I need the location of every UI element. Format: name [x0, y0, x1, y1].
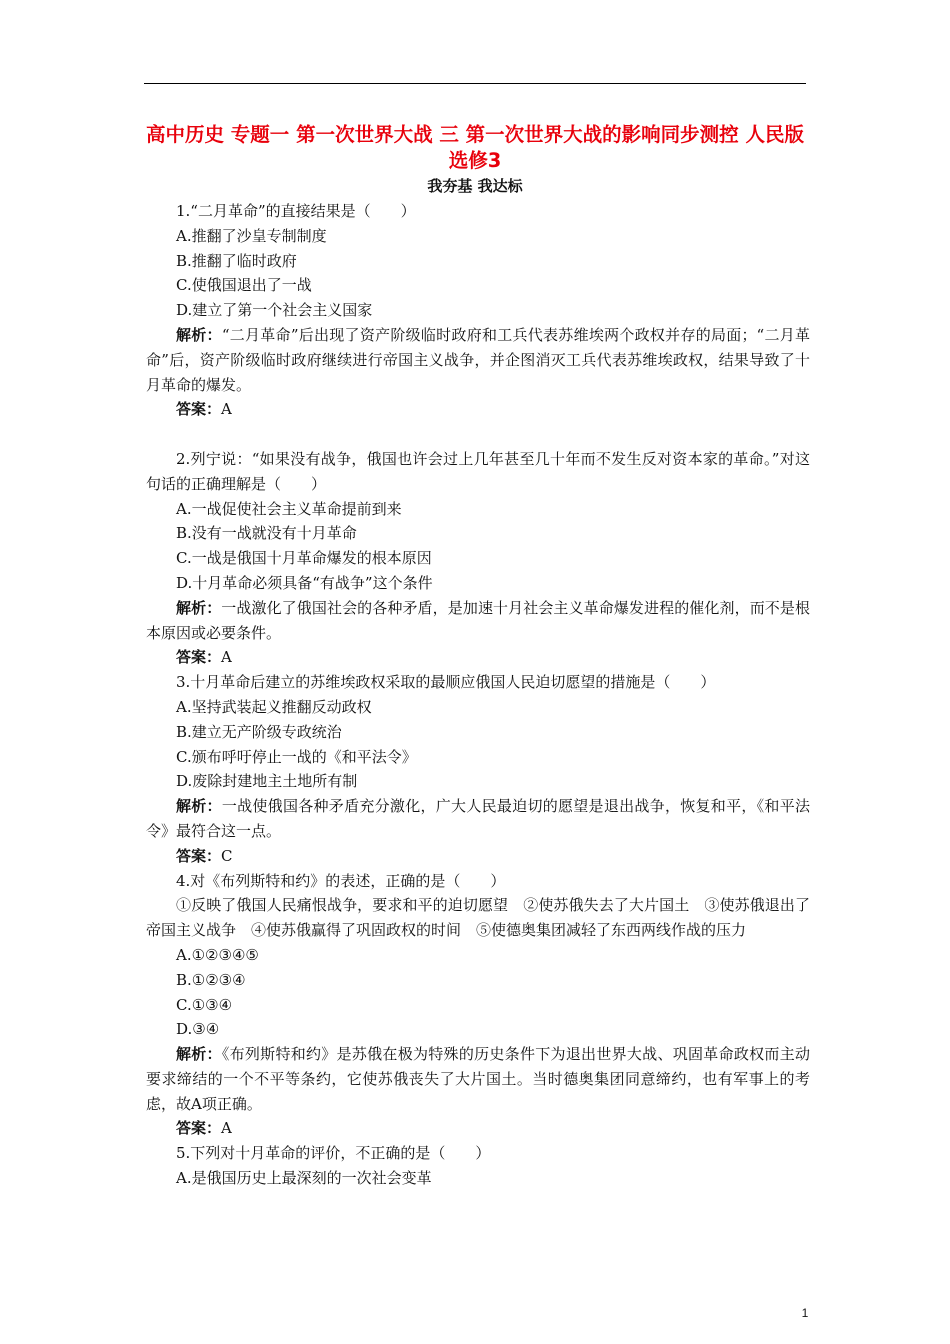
page-number: 1 [801, 1306, 809, 1320]
answer-label: 答案： [176, 400, 222, 419]
question-1-option-b: B.推翻了临时政府 [176, 251, 297, 270]
spacer [146, 422, 810, 447]
question-2-option-d: D.十月革命必须具备“有战争”这个条件 [176, 573, 433, 592]
question-4-statements: ①反映了俄国人民痛恨战争，要求和平的迫切愿望 ②使苏俄失去了大片国土 ③使苏俄退出了帝国主义战争 ④使苏俄赢得了巩固政权的时间 ⑤使德奥集团减轻了东西两线作战的压力 [146, 896, 810, 940]
page-title: 高中历史 专题一 第一次世界大战 三 第一次世界大战的影响同步测控 人民版选修3 [146, 123, 804, 172]
header-rule [144, 83, 806, 84]
question-1-option-a: A.推翻了沙皇专制制度 [176, 226, 327, 245]
section-subtitle: 我夯基 我达标 [427, 177, 523, 195]
question-4-option-d: D.③④ [176, 1020, 220, 1039]
question-4-option-b: B.①②③④ [176, 970, 246, 989]
question-list [146, 199, 810, 1191]
analysis-label: 解析： [176, 797, 222, 816]
question-2-option-c: C.一战是俄国十月革命爆发的根本原因 [176, 549, 432, 568]
answer-label: 答案： [176, 846, 222, 865]
analysis-text: 《布列斯特和约》是苏俄在极为特殊的历史条件下为退出世界大战、巩固革命政权而主动要求缔结的一个不平等条约，它使苏俄丧失了大片国土。当时德奥集团同意缔约，也有军事上的考虑，故A项正确。 [146, 1045, 810, 1113]
question-4-answer [146, 1116, 810, 1141]
question-1-stem: 1.“二月革命”的直接结果是（ ） [176, 202, 416, 220]
question-3-option-d: D.废除封建地主土地所有制 [176, 772, 358, 791]
question-3-stem: 3.十月革命后建立的苏维埃政权采取的最顺应俄国人民迫切愿望的措施是（ ） [176, 673, 716, 692]
question-3-option-c: C.颁布呼吁停止一战的《和平法令》 [176, 747, 417, 766]
question-4-analysis [146, 1042, 810, 1116]
answer-value: A [221, 1119, 232, 1138]
question-1-analysis [146, 323, 810, 397]
question-1-option-d: D.建立了第一个社会主义国家 [176, 301, 373, 320]
analysis-label: 解析： [176, 325, 222, 344]
answer-value: C [221, 846, 233, 865]
answer-label: 答案： [176, 648, 222, 667]
question-4-option-a: A.①②③④⑤ [176, 945, 259, 964]
question-4-stem: 4.对《布列斯特和约》的表述，正确的是（ ） [176, 871, 506, 890]
question-1-option-c: C.使俄国退出了一战 [176, 276, 312, 295]
question-5-option-a: A.是俄国历史上最深刻的一次社会变革 [176, 1169, 432, 1188]
analysis-text: 一战激化了俄国社会的各种矛盾，是加速十月社会主义革命爆发进程的催化剂，而不是根本原因或必要条件。 [146, 598, 810, 642]
analysis-label: 解析： [176, 598, 222, 617]
answer-value: A [221, 648, 232, 667]
question-2-option-b: B.没有一战就没有十月革命 [176, 524, 357, 543]
answer-value: A [221, 400, 232, 419]
question-3-answer [146, 844, 810, 869]
question-3-option-b: B.建立无产阶级专政统治 [176, 722, 342, 741]
question-1-answer [146, 397, 810, 422]
question-2-option-a: A.一战促使社会主义革命提前到来 [176, 499, 402, 518]
answer-label: 答案： [176, 1119, 222, 1138]
question-2-answer [146, 645, 810, 670]
question-2-stem: 2.列宁说：“如果没有战争，俄国也许会过上几年甚至几十年而不发生反对资本家的革命。”对这句话的正确理解是（ ） [146, 449, 810, 493]
question-3-analysis [146, 794, 810, 844]
analysis-text: 一战使俄国各种矛盾充分激化，广大人民最迫切的愿望是退出战争，恢复和平，《和平法令》最符合这一点。 [146, 797, 810, 840]
analysis-label: 解析： [176, 1045, 222, 1064]
question-2-analysis [146, 596, 810, 646]
question-4-option-c: C.①③④ [176, 995, 233, 1014]
analysis-text: “二月革命”后出现了资产阶级临时政府和工兵代表苏维埃两个政权并存的局面；“二月革命”后，资产阶级临时政府继续进行帝国主义战争，并企图消灭工兵代表苏维埃政权，结果导致了十月革命的爆发。 [146, 325, 810, 394]
question-3-option-a: A.坚持武装起义推翻反动政权 [176, 697, 372, 716]
question-5-stem: 5.下列对十月革命的评价，不正确的是（ ） [176, 1144, 491, 1163]
